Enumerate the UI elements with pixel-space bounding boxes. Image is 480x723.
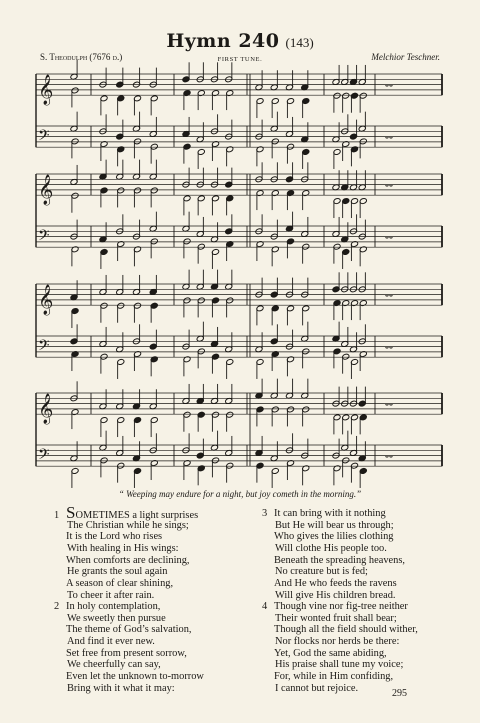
verse-line: Their wonted fruit shall bear;	[275, 612, 397, 624]
verse-line: Will clothe His people too.	[275, 543, 387, 555]
whole-notes: 𝅝𝅝	[385, 397, 393, 409]
treble-clef: 𝄞	[38, 75, 54, 106]
verse-line: To cheer it after rain.	[67, 589, 155, 601]
verse-3	[262, 508, 405, 602]
verse-line	[262, 508, 405, 520]
verse-line: I cannot but rejoice.	[275, 682, 359, 694]
verse-line	[262, 601, 418, 613]
page-number: 295	[392, 688, 407, 699]
verse-line-text: SOMETIMES a light surprises	[66, 503, 199, 522]
verse-line: When comforts are declining,	[66, 554, 190, 566]
verse-line: With healing in His wings:	[67, 543, 179, 555]
verse-line: He grants the soul again	[67, 566, 168, 578]
verse-line: Bring with it what it may:	[67, 682, 175, 694]
whole-notes: 𝅝𝅝	[385, 78, 393, 90]
whole-notes: 𝅝𝅝	[385, 230, 393, 242]
verse-line: We sweetly then pursue	[67, 612, 166, 624]
bass-clef: 𝄢	[38, 126, 50, 148]
verse-line: Yet, God the same abiding,	[274, 647, 387, 659]
scripture-motto: “ Weeping may endure for a night, but joy cometh in the morning.”	[118, 489, 362, 499]
verse-line: Beneath the spreading heavens,	[274, 554, 405, 566]
verse-line: But He will bear us through;	[275, 519, 394, 531]
verse-line: It is the Lord who rises	[66, 531, 163, 543]
hymn-title-main: Hymn 240	[166, 30, 280, 52]
verse-2	[54, 601, 204, 695]
verse-line-text: It can bring with it nothing	[274, 508, 386, 519]
bass-clef: 𝄢	[38, 445, 50, 467]
verse-line: The Christian while he sings;	[67, 519, 189, 531]
verse-line	[54, 601, 204, 613]
verse-line: Though all the field should wither,	[274, 624, 418, 636]
whole-notes: 𝅝𝅝	[385, 288, 393, 300]
tune-label: FIRST TUNE.	[217, 56, 263, 63]
treble-clef: 𝄞	[38, 175, 54, 206]
verse-number: 3	[262, 508, 268, 519]
hymn-number-alt: (143)	[285, 35, 314, 50]
verse-line: A season of clear shining,	[66, 578, 174, 590]
verse-1	[54, 503, 199, 602]
verse-number: 2	[54, 601, 60, 612]
tune-name: S. Theodulph (7676 d.)	[40, 52, 123, 62]
verse-line: The theme of God’s salvation,	[66, 624, 192, 636]
verse-number: 4	[262, 601, 268, 612]
verse-line: Who gives the lilies clothing	[274, 531, 394, 543]
composer-name: Melchior Teschner.	[371, 52, 440, 62]
verse-line: And He who feeds the ravens	[274, 578, 397, 590]
whole-notes: 𝅝𝅝	[385, 178, 393, 190]
verse-line: Set free from present sorrow,	[66, 647, 187, 659]
treble-clef: 𝄞	[38, 394, 54, 425]
verse-line	[54, 503, 199, 522]
whole-notes: 𝅝𝅝	[385, 449, 393, 461]
verse-line-text: In holy contemplation,	[66, 601, 161, 612]
verse-line: Even let the unknown to-morrow	[66, 671, 204, 683]
verse-line: Nor flocks nor herds be there:	[275, 636, 400, 648]
verse-line: His praise shall tune my voice;	[275, 659, 404, 671]
verse-line: For, while in Him confiding,	[274, 671, 394, 683]
whole-notes: 𝅝𝅝	[385, 130, 393, 142]
bass-clef: 𝄢	[38, 226, 50, 248]
treble-clef: 𝄞	[38, 285, 54, 316]
verse-line: Will give His children bread.	[275, 589, 396, 601]
verse-number: 1	[54, 510, 60, 521]
verse-line: No creature but is fed;	[275, 566, 368, 578]
verse-line: We cheerfully can say,	[67, 659, 161, 671]
bass-clef: 𝄢	[38, 336, 50, 358]
whole-notes: 𝅝𝅝	[385, 340, 393, 352]
verse-4	[262, 601, 418, 695]
verse-line-text: Though vine nor fig-tree neither	[274, 601, 408, 612]
verse-line: And find it ever new.	[67, 636, 155, 648]
